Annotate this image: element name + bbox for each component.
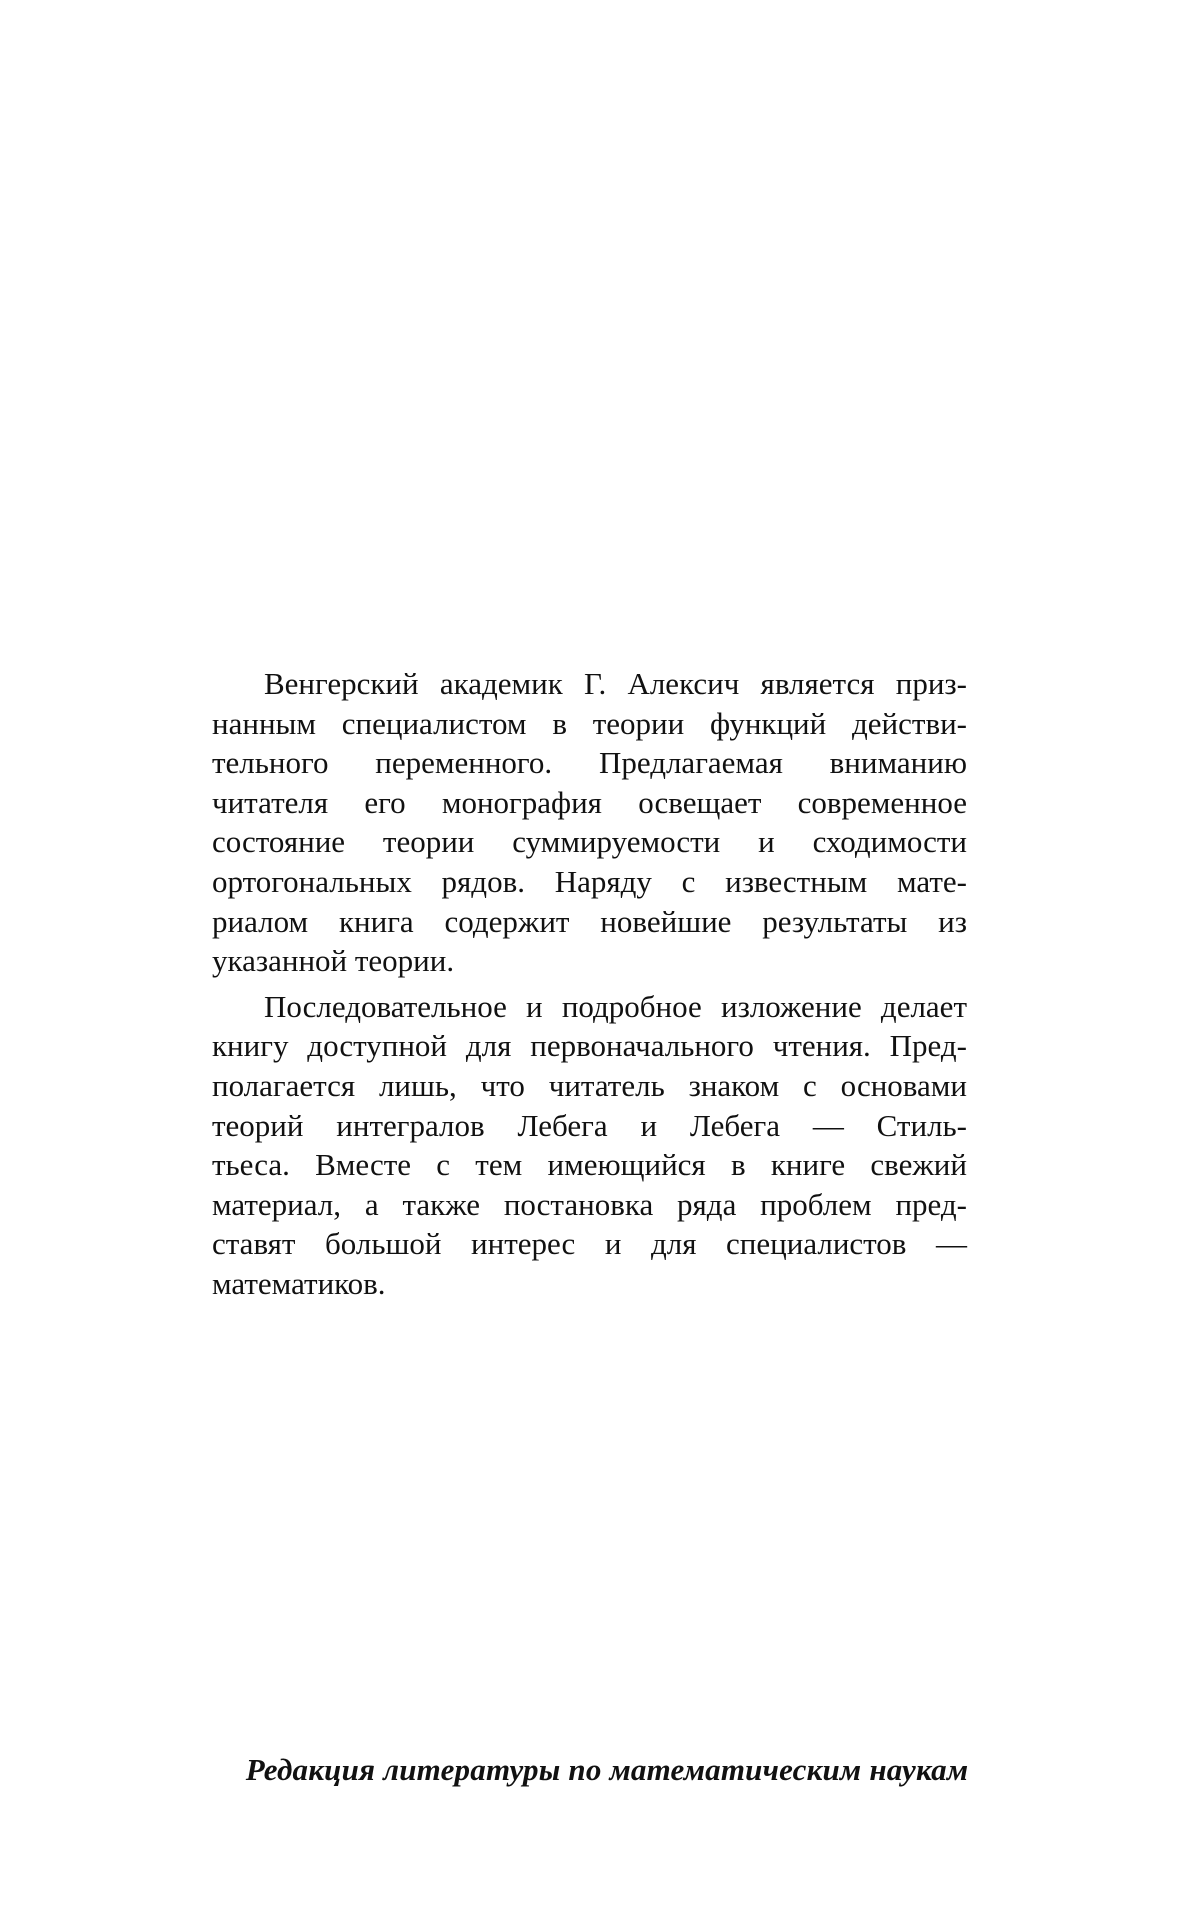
publisher-footer xyxy=(0,1752,1200,1788)
text-line: нанным специалистом в теории функций действи- xyxy=(212,705,967,741)
text-line: указанной теории. xyxy=(212,943,455,979)
text-line: читателя его монография освещает современное xyxy=(212,784,967,820)
text-line: состояние теории суммируемости и сходимости xyxy=(212,824,967,860)
text-line: полагается лишь, что читатель знаком с основами xyxy=(212,1067,967,1103)
text-line: материал, а также постановка ряда проблем пред- xyxy=(212,1186,967,1222)
text-line: риалом книга содержит новейшие результаты из xyxy=(212,903,967,939)
text-line: математиков. xyxy=(212,1265,386,1301)
publisher-note: Редакция литературы по математическим наукам xyxy=(245,1752,969,1787)
text-line: ортогональных рядов. Наряду с известным мате- xyxy=(212,863,967,899)
text-line: теорий интегралов Лебега и Лебега — Стиль- xyxy=(212,1107,967,1143)
text-line: ставят большой интерес и для специалистов — xyxy=(212,1226,967,1262)
text-line: книгу доступной для первоначального чтения. Пред- xyxy=(212,1028,967,1064)
book-annotation xyxy=(212,664,967,1304)
text-line: тельного переменного. Предлагаемая вниманию xyxy=(212,745,967,781)
text-line: Последовательное и подробное изложение делает xyxy=(264,988,967,1024)
annotation-paragraph-2 xyxy=(212,987,967,1304)
text-line: тьеса. Вместе с тем имеющийся в книге свежий xyxy=(212,1147,967,1183)
annotation-paragraph-1 xyxy=(212,664,967,981)
text-line: Венгерский академик Г. Алексич является приз- xyxy=(264,666,967,701)
